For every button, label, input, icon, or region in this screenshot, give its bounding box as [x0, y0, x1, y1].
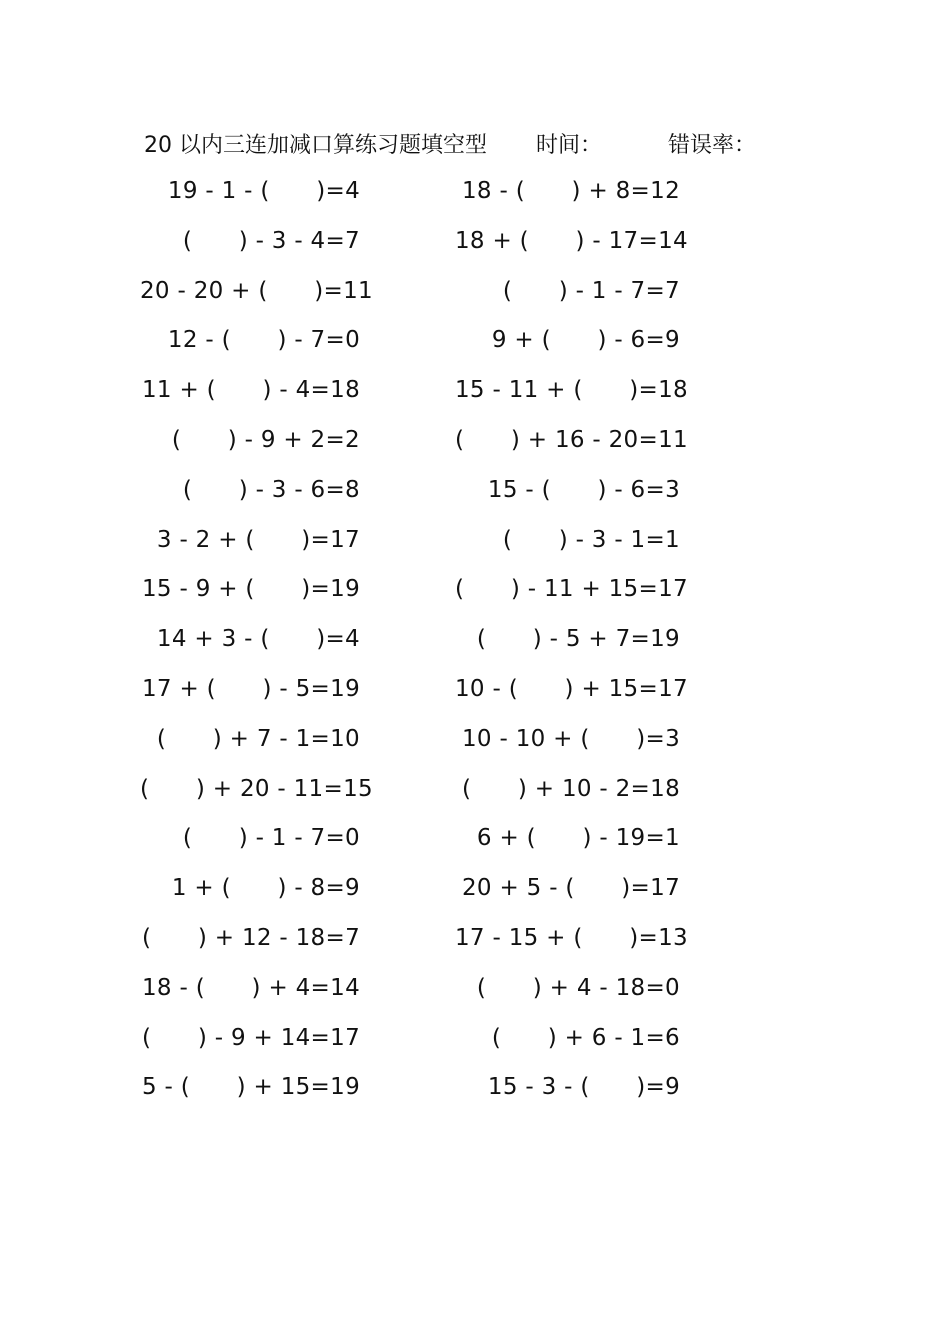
right-problem-column [455, 168, 688, 1114]
problem-row: ( ) - 1 - 7=0 [182, 825, 360, 852]
problem-row: ( ) + 7 - 1=10 [156, 725, 360, 752]
problem-row: 17 + ( ) - 5=19 [142, 675, 360, 702]
problem-row: 10 - 10 + ( )=3 [462, 725, 680, 752]
problem-row: ( ) - 3 - 4=7 [182, 227, 360, 254]
problem-row: ( ) - 3 - 1=1 [502, 526, 680, 553]
problem-row: 12 - ( ) - 7=0 [167, 327, 360, 354]
problem-row: ( ) + 6 - 1=6 [491, 1024, 680, 1051]
problem-row: ( ) + 12 - 18=7 [142, 924, 360, 951]
problem-row: 15 - 9 + ( )=19 [142, 576, 360, 603]
problem-row: 19 - 1 - ( )=4 [167, 178, 360, 204]
problem-row: 15 - 11 + ( )=18 [455, 377, 688, 404]
problem-row: 17 - 15 + ( )=13 [455, 924, 688, 951]
problem-row: 6 + ( ) - 19=1 [476, 825, 680, 852]
problem-row: 18 - ( ) + 4=14 [142, 974, 360, 1001]
problem-row: ( ) - 1 - 7=7 [502, 277, 680, 304]
problem-row: ( ) + 10 - 2=18 [462, 775, 680, 802]
problem-row: ( ) + 4 - 18=0 [476, 974, 680, 1001]
problem-row: ( ) + 16 - 20=11 [455, 426, 688, 453]
problem-row: 15 - ( ) - 6=3 [487, 476, 680, 503]
problem-row: ( ) - 11 + 15=17 [455, 576, 688, 603]
problem-row: 10 - ( ) + 15=17 [455, 675, 688, 702]
error-rate-label: 错误率： [668, 133, 757, 158]
problem-row: ( ) - 5 + 7=19 [476, 626, 680, 653]
problem-row: ( ) - 9 + 2=2 [171, 426, 360, 453]
problem-row: ( ) - 9 + 14=17 [142, 1024, 360, 1051]
left-problem-column [140, 168, 373, 1114]
problem-row: 18 + ( ) - 17=14 [455, 227, 688, 254]
problem-row: 15 - 3 - ( )=9 [487, 1074, 680, 1101]
time-label: 时间： [536, 133, 603, 158]
problem-row: ( ) - 3 - 6=8 [182, 476, 360, 503]
problem-row: 5 - ( ) + 15=19 [142, 1074, 360, 1101]
problem-row: ( ) + 20 - 11=15 [140, 775, 373, 802]
problem-row: 14 + 3 - ( )=4 [156, 626, 360, 653]
worksheet-title: 20 以内三连加减口算练习题填空型 [144, 133, 487, 158]
problem-row: 18 - ( ) + 8=12 [462, 178, 680, 204]
problem-row: 1 + ( ) - 8=9 [171, 875, 360, 902]
problem-row: 9 + ( ) - 6=9 [491, 327, 680, 354]
problem-row: 11 + ( ) - 4=18 [142, 377, 360, 404]
problem-row: 20 + 5 - ( )=17 [462, 875, 680, 902]
problem-row: 20 - 20 + ( )=11 [140, 277, 373, 304]
problem-row: 3 - 2 + ( )=17 [156, 526, 360, 553]
worksheet-header [144, 124, 784, 160]
